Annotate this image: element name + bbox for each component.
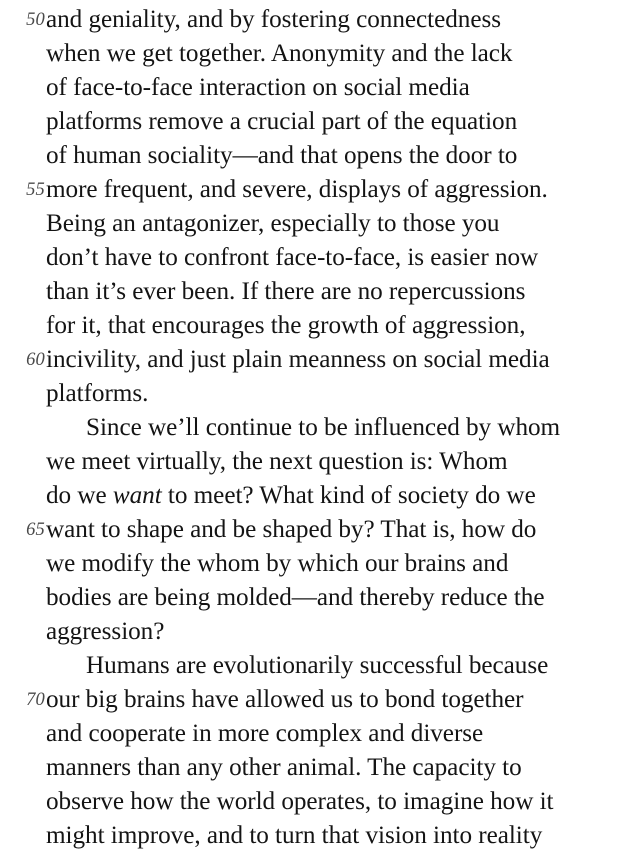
line-text: more frequent, and severe, displays of aggression. [46,176,548,203]
line-text: platforms remove a crucial part of the equation [46,108,518,135]
line-text: don’t have to confront face-to-face, is easier now [46,244,539,271]
text-line [0,683,634,717]
text-line [0,581,634,615]
line-text: want to shape and be shaped by? That is, how do [46,516,537,543]
line-text: for it, that encourages the growth of aggression, [46,312,526,339]
text-line [0,241,634,275]
text-line [0,717,634,751]
text-line [0,309,634,343]
text-line [0,785,634,819]
text-line [0,343,634,377]
line-number-65: 65 [26,520,45,540]
line-text: and cooperate in more complex and diverse [46,720,484,747]
text-line [0,649,634,683]
line-text [46,479,536,513]
line-text: Being an antagonizer, especially to those you [46,210,500,237]
text-line [0,411,634,445]
line-text: manners than any other animal. The capacity to [46,754,522,781]
line-text: bodies are being molded—and thereby reduce the [46,584,545,611]
line-number-55: 55 [26,180,45,200]
text-line [0,105,634,139]
line-text: and geniality, and by fostering connectedness [46,6,501,33]
text-line [0,207,634,241]
text-line [0,37,634,71]
line-text: of face-to-face interaction on social media [46,74,470,101]
text-line [0,139,634,173]
line-text: might improve, and to turn that vision into reality [46,822,543,849]
text-line [0,479,634,513]
text-line [0,547,634,581]
line-text: Since we’ll continue to be influenced by whom [86,414,561,441]
line-text-segment: to meet? What kind of society do we [161,482,536,509]
line-text: incivility, and just plain meanness on social media [46,346,550,373]
text-line [0,377,634,411]
line-text: we modify the whom by which our brains and [46,550,509,577]
line-text: our big brains have allowed us to bond together [46,686,524,713]
line-text: Humans are evolutionarily successful because [86,652,549,679]
line-text: observe how the world operates, to imagine how it [46,788,554,815]
line-text: platforms. [46,380,149,407]
line-number-50: 50 [26,10,45,30]
line-text: when we get together. Anonymity and the lack [46,40,513,67]
line-number-60: 60 [26,350,45,370]
text-line [0,173,634,207]
line-text: we meet virtually, the next question is: Whom [46,448,508,475]
emphasized-word: want [112,482,162,509]
line-text: of human sociality—and that opens the door to [46,142,518,169]
line-text: aggression? [46,618,165,645]
line-number-70: 70 [26,690,45,710]
text-line [0,445,634,479]
line-text: than it’s ever been. If there are no repercussions [46,278,526,305]
line-text-segment: do we [46,482,113,509]
text-line [0,3,634,37]
text-line [0,71,634,105]
text-line [0,513,634,547]
text-line [0,275,634,309]
text-line [0,751,634,785]
text-line [0,615,634,649]
text-line [0,819,634,853]
